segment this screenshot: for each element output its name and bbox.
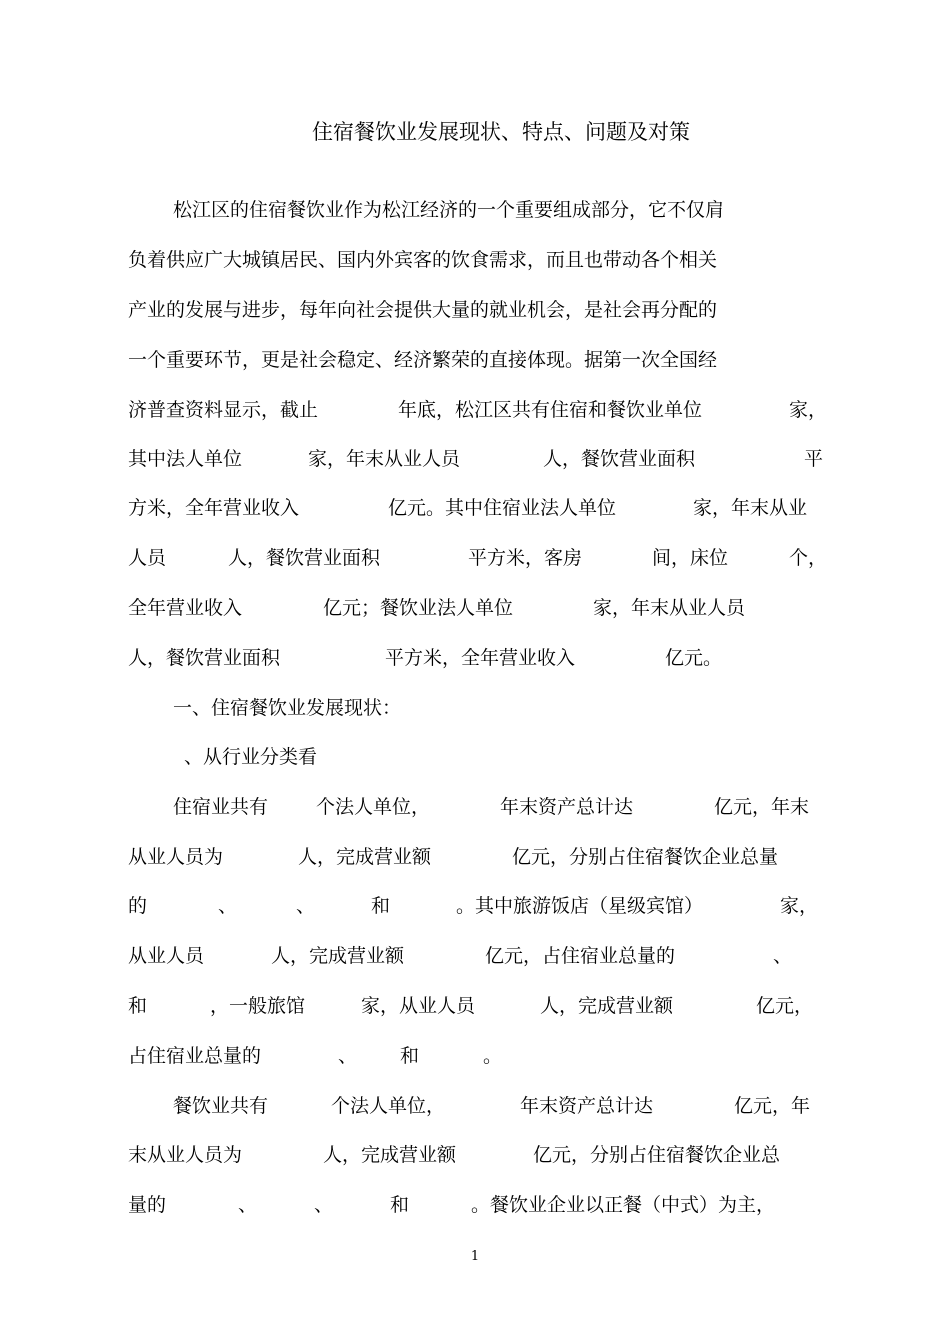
document-title: 住宿餐饮业发展现状、特点、问题及对策 <box>312 120 690 144</box>
section-heading: 一、住宿餐饮业发展现状： <box>173 697 402 719</box>
paragraph-2-line-1: 住宿业共有 个法人单位， 年末资产总计达 亿元，年末 <box>173 796 810 818</box>
paragraph-1-line-2: 负着供应广大城镇居民、国内外宾客的饮食需求，而且也带动各个相关 <box>128 249 718 271</box>
paragraph-2-line-4: 从业人员 人，完成营业额 亿元，占住宿业总量的 、 <box>128 945 793 967</box>
paragraph-1-line-9: 全年营业收入 亿元；餐饮业法人单位 家，年末从业人员 <box>128 597 746 619</box>
paragraph-1-line-4: 一个重要环节，更是社会稳定、经济繁荣的直接体现。据第一次全国经 <box>128 349 718 371</box>
paragraph-2-line-6: 占住宿业总量的 、 和 。 <box>128 1045 503 1067</box>
subsection-heading: 、从行业分类看 <box>184 746 318 768</box>
paragraph-1-line-7: 方米，全年营业收入 亿元。其中住宿业法人单位 家，年末从业 <box>128 497 808 519</box>
paragraph-3-line-2: 末从业人员为 人，完成营业额 亿元，分别占住宿餐饮企业总 <box>128 1144 781 1166</box>
paragraph-1-line-3: 产业的发展与进步，每年向社会提供大量的就业机会，是社会再分配的 <box>128 299 718 321</box>
page-number: 1 <box>470 1249 480 1264</box>
paragraph-2-line-5: 和 ，一般旅馆 家，从业人员 人，完成营业额 亿元， <box>128 995 814 1017</box>
paragraph-2-line-3: 的 、 、 和 。其中旅游饭店（星级宾馆） 家， <box>128 895 819 917</box>
paragraph-2-line-2: 从业人员为 人，完成营业额 亿元，分别占住宿餐饮企业总量 <box>128 846 779 868</box>
paragraph-1-line-5: 济普查资料显示，截止 年底，松江区共有住宿和餐饮业单位 家， <box>128 399 828 421</box>
paragraph-1-line-10: 人，餐饮营业面积 平方米，全年营业收入 亿元。 <box>128 647 723 669</box>
paragraph-3-line-3: 量的 、 、 和 。餐饮业企业以正餐（中式）为主， <box>128 1194 776 1216</box>
paragraph-3-line-1: 餐饮业共有 个法人单位， 年末资产总计达 亿元，年 <box>173 1095 811 1117</box>
paragraph-1-line-8: 人员 人，餐饮营业面积 平方米，客房 间，床位 个， <box>128 547 828 569</box>
paragraph-1-line-1: 松江区的住宿餐饮业作为松江经济的一个重要组成部分，它不仅肩 <box>173 199 725 221</box>
paragraph-1-line-6: 其中法人单位 家，年末从业人员 人，餐饮营业面积 平 <box>128 448 824 470</box>
